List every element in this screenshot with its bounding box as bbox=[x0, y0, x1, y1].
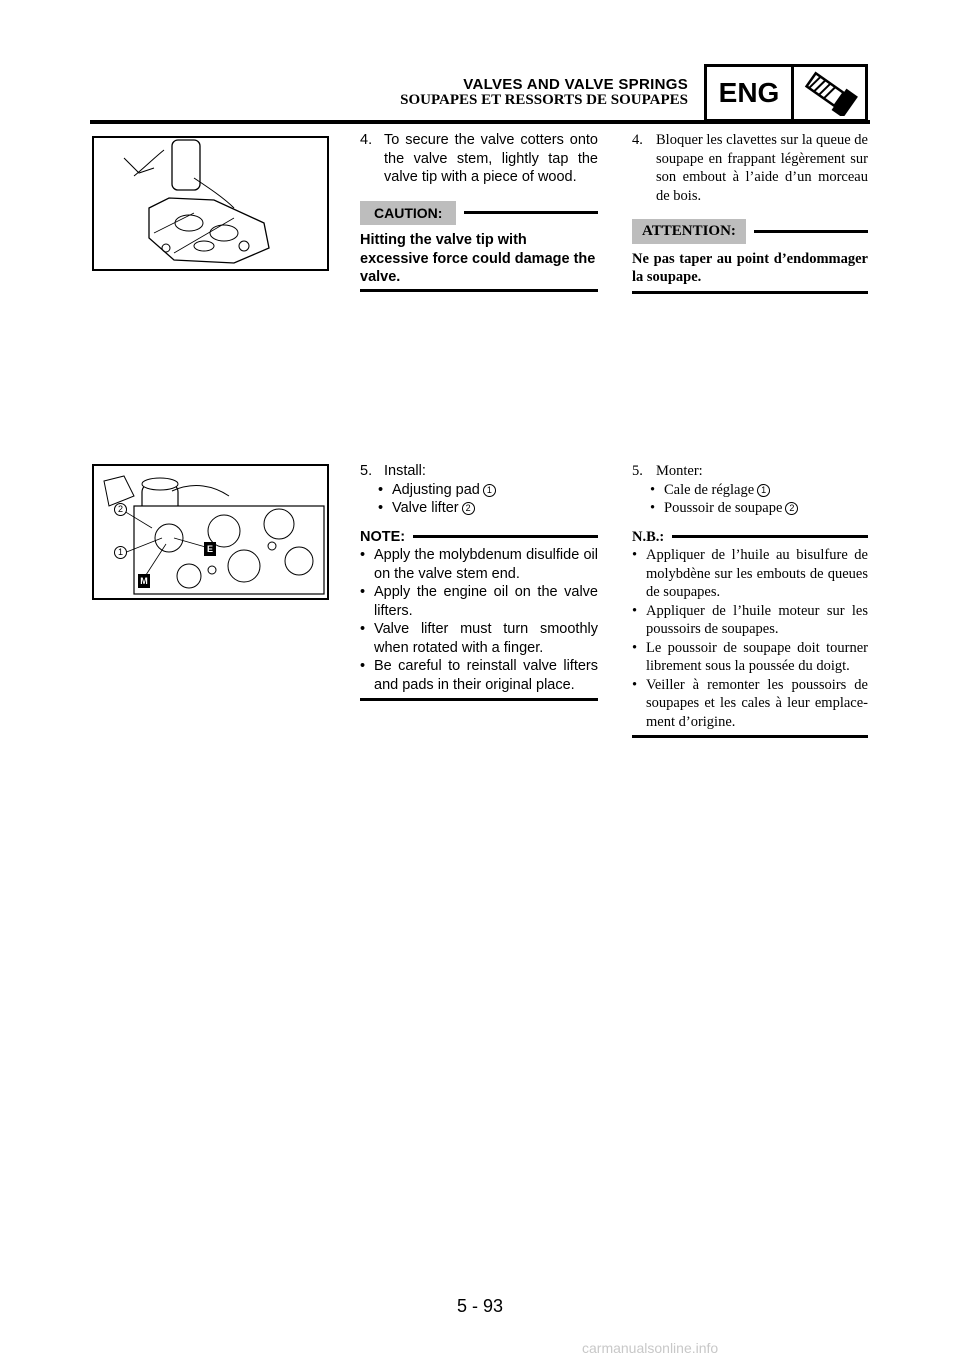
figure-valve-lifter-install bbox=[92, 464, 329, 600]
figure-callout-2: 2 bbox=[114, 503, 127, 516]
caution-header bbox=[360, 201, 598, 226]
nb-rule bbox=[672, 535, 868, 538]
figure-valve-tapping bbox=[92, 136, 329, 271]
step5-en-number: 5. bbox=[360, 463, 373, 479]
figure-valve-tapping-drawing bbox=[94, 138, 327, 269]
nb-label: N.B.: bbox=[632, 528, 665, 545]
nb-end-rule bbox=[632, 735, 868, 738]
note-item: • Apply the engine oil on the valve lifters. bbox=[360, 584, 598, 619]
caution-text: Hitting the valve tip with excessive force could damage the valve. bbox=[360, 232, 596, 285]
step5-fr-heading bbox=[632, 462, 868, 481]
step5-en-item: • Valve lifter 2 bbox=[360, 499, 598, 518]
watermark: carmanualsonline.info bbox=[582, 1340, 719, 1356]
step5-en-heading bbox=[360, 462, 598, 481]
step5-en bbox=[360, 462, 598, 701]
step5-fr-title: Monter: bbox=[656, 463, 703, 479]
callout-ref: 2 bbox=[785, 502, 798, 515]
note-item: • Be careful to reinstall valve lifters and pads in their original place. bbox=[360, 658, 598, 693]
attention-end-rule bbox=[632, 291, 868, 294]
step5-fr bbox=[632, 462, 868, 738]
step4-en bbox=[360, 131, 598, 292]
note-item: • Apply the molybdenum disulfide oil on the valve stem end. bbox=[360, 547, 598, 582]
note-end-rule bbox=[360, 698, 598, 701]
caution-rule bbox=[464, 211, 598, 214]
callout-ref: 2 bbox=[462, 502, 475, 515]
attention-rule bbox=[754, 230, 868, 233]
nb-item: • Appliquer de l’huile au bisulfure de molybdène sur les embouts de queues de soupapes. bbox=[632, 547, 868, 600]
header-rule bbox=[90, 120, 870, 124]
step5-fr-item: • Poussoir de soupape 2 bbox=[632, 499, 868, 518]
note-label: NOTE: bbox=[360, 528, 406, 545]
figure-marker-e: E bbox=[206, 544, 213, 554]
caution-end-rule bbox=[360, 289, 598, 292]
attention-label: ATTENTION: bbox=[632, 219, 746, 244]
engine-bolt-icon bbox=[794, 67, 865, 119]
section-badge bbox=[704, 64, 868, 122]
note-item: • Valve lifter must turn smoothly when rotated with a finger. bbox=[360, 621, 598, 656]
caution-label: CAUTION: bbox=[360, 201, 456, 226]
figure-valve-lifter-drawing bbox=[94, 466, 327, 598]
page-number: 5 - 93 bbox=[456, 1296, 504, 1316]
nb-item: • Veiller à remonter les poussoirs de soupapes et les cales à leur emplace-ment d’origine. bbox=[632, 676, 868, 730]
note-header bbox=[360, 528, 598, 547]
step4-fr-number: 4. bbox=[632, 132, 643, 148]
step5-fr-number: 5. bbox=[632, 463, 643, 479]
nb-header bbox=[632, 528, 868, 547]
callout-ref: 1 bbox=[757, 484, 770, 497]
step4-en-text: To secure the valve cotters onto the valve stem, lightly tap the valve tip with a piece of wood. bbox=[384, 132, 598, 185]
attention-header bbox=[632, 219, 868, 244]
callout-ref: 1 bbox=[483, 484, 496, 497]
nb-item: • Le poussoir de soupape doit tourner librement sous la poussée du doigt. bbox=[632, 639, 868, 674]
header-title-en: VALVES AND VALVE SPRINGS bbox=[463, 76, 688, 93]
step4-en-instruction bbox=[360, 131, 598, 187]
header-title-fr: SOUPAPES ET RESSORTS DE SOUPAPES bbox=[400, 92, 688, 108]
figure-marker-m: M bbox=[140, 576, 148, 586]
step4-fr bbox=[632, 131, 868, 294]
step4-fr-instruction bbox=[632, 131, 868, 205]
note-rule bbox=[413, 535, 598, 538]
attention-text: Ne pas taper au point d’endommager la soupape. bbox=[632, 250, 868, 285]
step5-en-item: • Adjusting pad 1 bbox=[360, 481, 598, 500]
figure-callout-1: 1 bbox=[114, 546, 127, 559]
section-badge-label: ENG bbox=[707, 67, 794, 119]
nb-item: • Appliquer de l’huile moteur sur les poussoirs de soupapes. bbox=[632, 602, 868, 637]
step4-en-number: 4. bbox=[360, 132, 373, 148]
step4-fr-text: Bloquer les clavettes sur la queue de soupape en frappant légèrement sur son embout à l’aide d’un morceau de bois. bbox=[656, 132, 868, 204]
step5-en-title: Install: bbox=[384, 463, 426, 479]
step5-fr-item: • Cale de réglage 1 bbox=[632, 481, 868, 500]
